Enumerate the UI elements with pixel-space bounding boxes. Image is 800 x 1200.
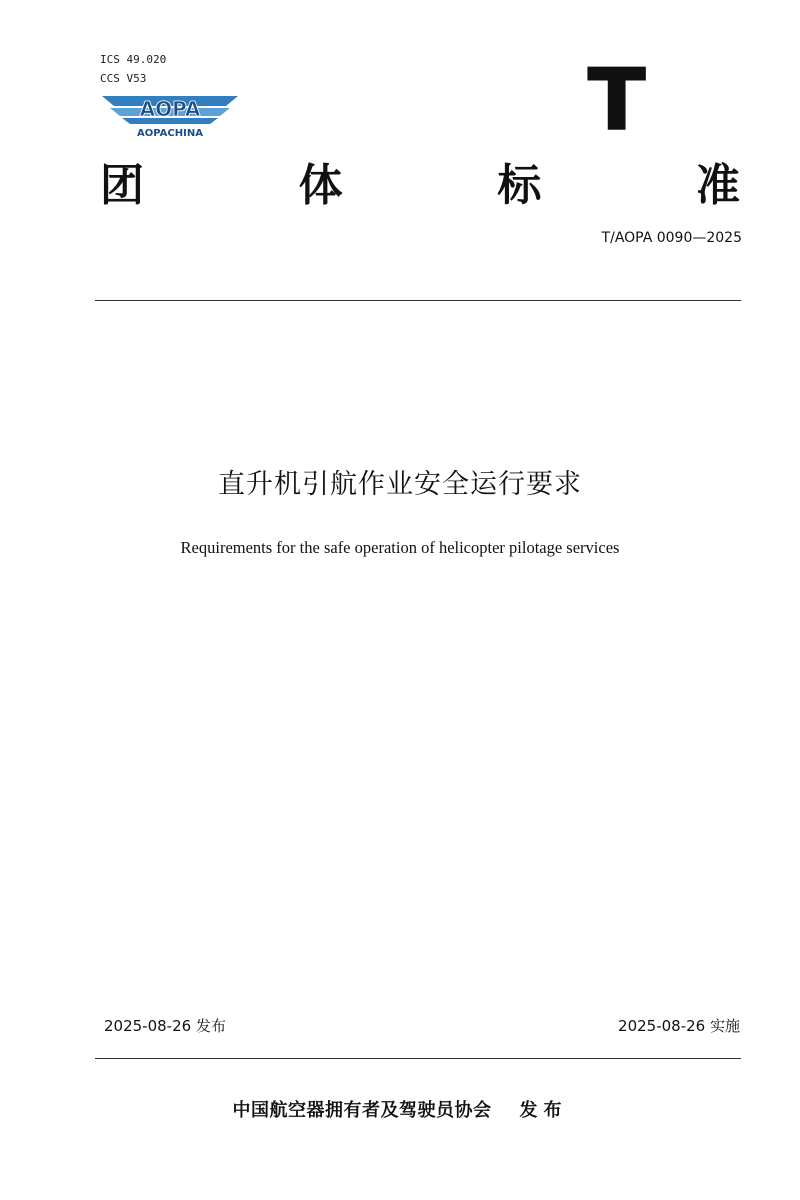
publisher-line bbox=[0, 1096, 800, 1122]
chinese-title: 直升机引航作业安全运行要求 bbox=[218, 469, 582, 500]
issue-date: 2025-08-26 发布 bbox=[104, 1017, 226, 1035]
standard-number: T/AOPA 0090—2025 bbox=[601, 230, 742, 246]
ccs-code: CCS V53 bbox=[100, 72, 147, 85]
logo-subtext: AOPACHINA bbox=[137, 128, 203, 139]
standard-type-char: 体 bbox=[298, 160, 343, 211]
category-letter: T bbox=[588, 51, 646, 149]
english-title: Requirements for the safe operation of helicopter pilotage services bbox=[180, 538, 620, 557]
standard-type-char: 团 bbox=[100, 160, 144, 211]
publish-action: 发布 bbox=[519, 1100, 568, 1121]
standard-type-char: 标 bbox=[497, 160, 542, 211]
implementation-date: 2025-08-26 实施 bbox=[618, 1017, 740, 1035]
classification-codes bbox=[100, 50, 166, 88]
publisher-name: 中国航空器拥有者及驾驶员协会 bbox=[232, 1100, 492, 1121]
aopa-logo bbox=[100, 92, 240, 140]
standard-type-char: 准 bbox=[695, 160, 740, 211]
footer-divider bbox=[95, 1058, 741, 1059]
header-divider bbox=[95, 300, 741, 301]
logo-text: AOPA bbox=[139, 97, 201, 121]
ics-code: ICS 49.020 bbox=[100, 53, 167, 66]
standard-type-heading bbox=[100, 158, 740, 214]
